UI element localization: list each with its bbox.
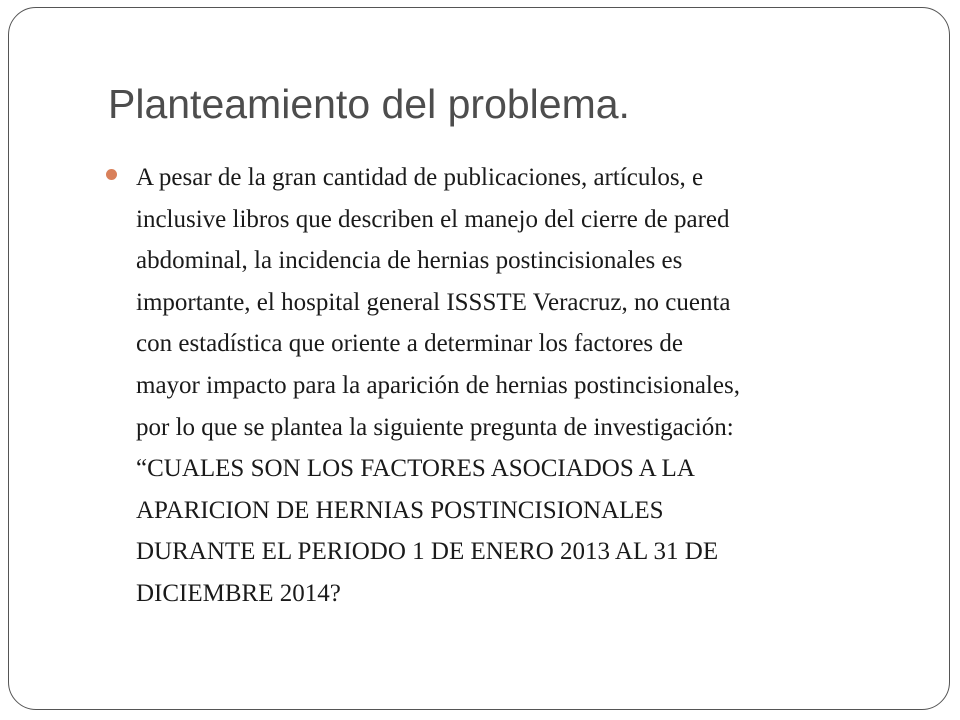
- bullet-line: inclusive libros que describen el manejo del cierre de pared: [136, 205, 730, 233]
- bullet-line: DICIEMBRE 2014?: [136, 579, 341, 607]
- bullet-line: importante, el hospital general ISSSTE Veracruz, no cuenta: [136, 288, 731, 316]
- bullet-line: con estadística que oriente a determinar los factores de: [136, 330, 683, 358]
- bullet-item: [104, 157, 864, 615]
- bullet-line: A pesar de la gran cantidad de publicaciones, artículos, e: [136, 164, 704, 191]
- bullet-line: mayor impacto para la aparición de hernias postincisionales,: [136, 371, 740, 399]
- bullet-line: APARICION DE HERNIAS POSTINCISIONALES: [136, 496, 664, 524]
- bullet-line: DURANTE EL PERIODO 1 DE ENERO 2013 AL 31 DE: [136, 538, 719, 566]
- bullet-line: por lo que se plantea la siguiente pregunta de investigación:: [136, 413, 734, 441]
- bullet-line: “CUALES SON LOS FACTORES ASOCIADOS A LA: [136, 455, 695, 483]
- bullet-line: abdominal, la incidencia de hernias postincisionales es: [136, 247, 683, 275]
- slide-content: [104, 157, 864, 615]
- slide-title: Planteamiento del problema.: [108, 81, 630, 127]
- bullet-dot-icon: [106, 169, 117, 180]
